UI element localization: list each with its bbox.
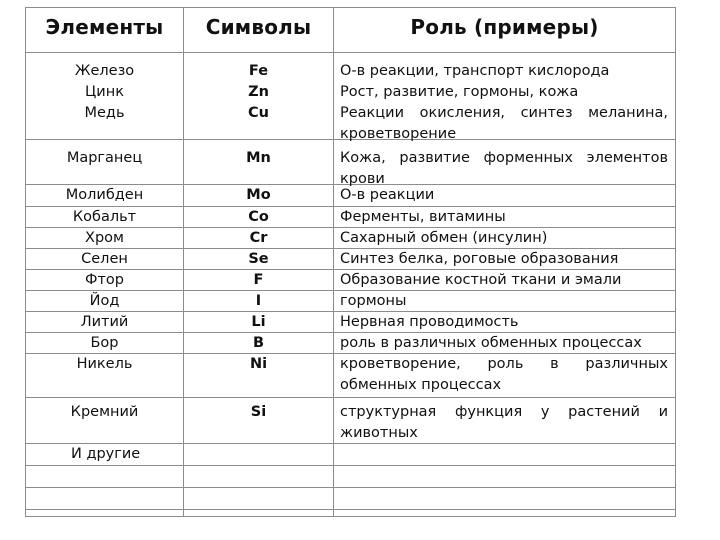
table-row <box>26 291 675 312</box>
table-row <box>26 228 675 249</box>
element-name: Марганец <box>66 150 143 166</box>
table-row <box>26 82 675 103</box>
element-symbol: Cr <box>249 230 268 246</box>
table-row <box>26 103 675 145</box>
element-name: Бор <box>90 335 119 351</box>
header-symbols: Символы <box>205 15 312 39</box>
element-symbol: Zn <box>248 84 269 100</box>
element-role: Реакции окисления, синтез меланина, кроветворение <box>340 105 668 142</box>
element-symbol: Se <box>248 251 269 267</box>
table-row <box>26 207 675 228</box>
element-role: кроветворение, роль в различных обменных процессах <box>340 356 668 393</box>
element-name: Фтор <box>84 272 124 288</box>
table-row <box>26 185 675 207</box>
element-name: И другие <box>71 446 141 462</box>
table-row <box>26 270 675 291</box>
table-row <box>26 354 675 398</box>
element-role: О-в реакции <box>340 187 435 203</box>
element-name: Медь <box>84 105 125 121</box>
element-symbol: Co <box>248 209 269 225</box>
element-role: О-в реакции, транспорт кислорода <box>340 63 610 79</box>
table-row <box>26 398 675 444</box>
table-row <box>26 249 675 270</box>
element-name: Цинк <box>85 84 124 100</box>
element-role: структурная функция у растений и животных <box>340 404 668 441</box>
element-symbol: Mn <box>246 150 271 166</box>
table-row <box>26 312 675 333</box>
element-name: Кобальт <box>72 209 137 225</box>
element-symbol: Cu <box>248 105 269 121</box>
empty-row <box>26 466 675 488</box>
element-name: Никель <box>76 356 133 372</box>
element-role: гормоны <box>340 293 407 309</box>
element-name: Железо <box>74 63 135 79</box>
empty-row <box>26 510 675 532</box>
element-symbol: Ni <box>249 356 268 372</box>
element-name: Селен <box>81 251 128 267</box>
empty-row <box>26 488 675 510</box>
element-role: Рост, развитие, гормоны, кожа <box>340 84 579 100</box>
element-symbol: F <box>253 272 264 288</box>
table-row <box>26 333 675 354</box>
table-row <box>26 61 675 82</box>
element-symbol: Fe <box>248 63 269 79</box>
element-name: Хром <box>85 230 124 246</box>
element-role: Нервная проводимость <box>340 314 519 330</box>
element-role: роль в различных обменных процессах <box>340 335 642 351</box>
element-name: Литий <box>80 314 129 330</box>
table-body <box>26 53 675 532</box>
element-role: Синтез белка, роговые образования <box>340 251 619 267</box>
element-name: Кремний <box>70 404 139 420</box>
header-role: Роль (примеры) <box>410 15 599 39</box>
element-symbol: Si <box>250 404 267 420</box>
element-role: Образование костной ткани и эмали <box>340 272 622 288</box>
element-role: Кожа, развитие форменных элементов крови <box>340 150 668 187</box>
table-row-group <box>26 53 675 140</box>
element-symbol: Mo <box>246 187 271 203</box>
element-role: Ферменты, витамины <box>340 209 506 225</box>
table-row <box>26 444 675 466</box>
element-name: Йод <box>89 293 120 309</box>
element-symbol: B <box>252 335 265 351</box>
element-role: Сахарный обмен (инсулин) <box>340 230 548 246</box>
table-header <box>26 8 675 53</box>
element-symbol: I <box>255 293 262 309</box>
header-elements: Элементы <box>45 15 164 39</box>
table-row <box>26 140 675 185</box>
elements-table <box>25 7 676 517</box>
element-name: Молибден <box>65 187 144 203</box>
element-symbol: Li <box>251 314 266 330</box>
